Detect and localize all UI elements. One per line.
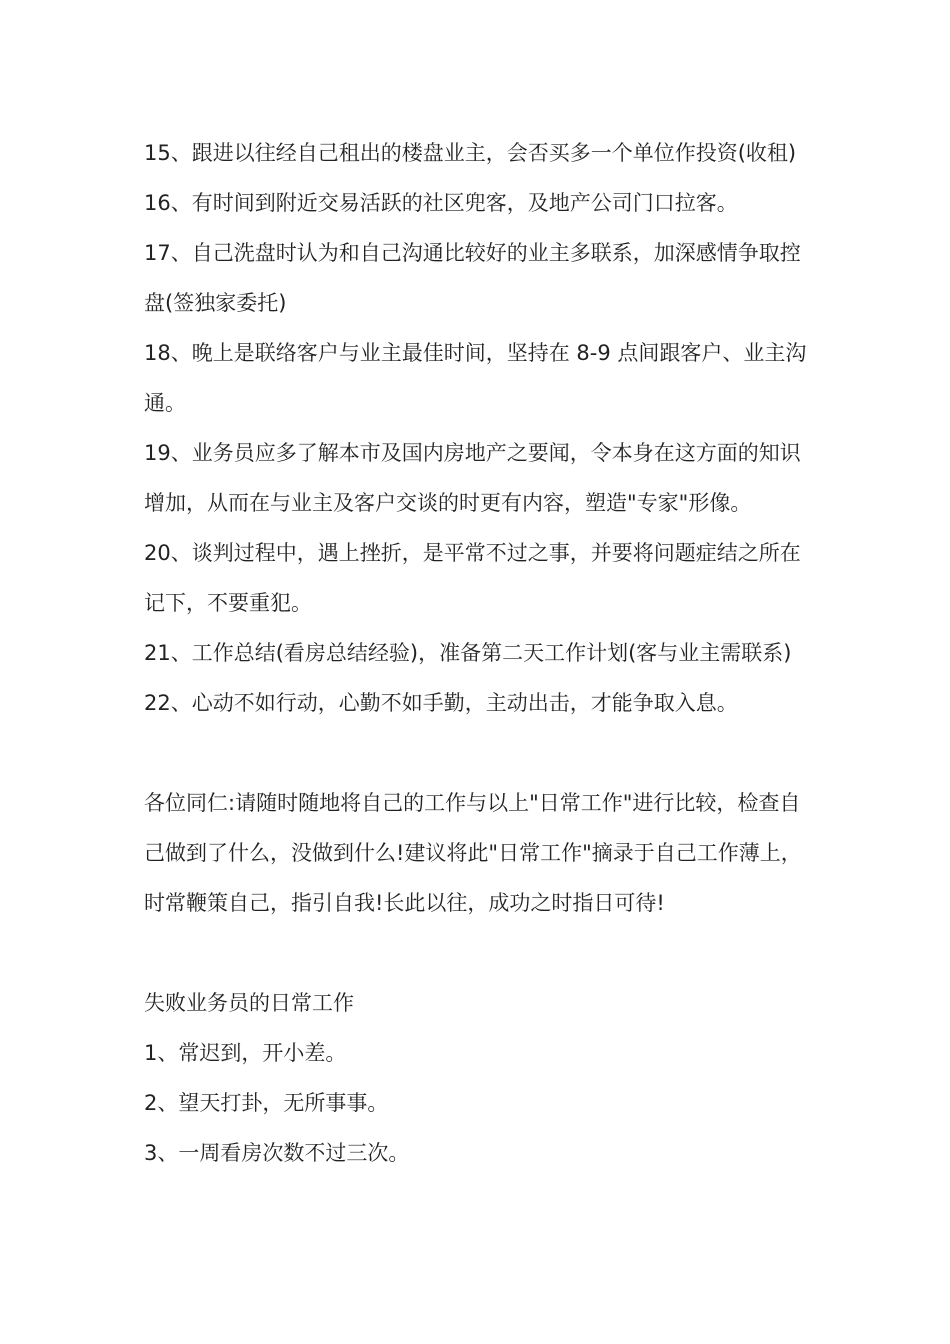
list-item: 15、跟进以往经自己租出的楼盘业主，会否买多一个单位作投资(收租) [144, 141, 797, 165]
list-item: 19、业务员应多了解本市及国内房地产之要闻，令本身在这方面的知识增加，从而在与业主及客户交谈的时更有内容，塑造"专家"形像。 [144, 441, 801, 515]
note-paragraph: 各位同仁:请随时随地将自己的工作与以上"日常工作"进行比较，检查自己做到了什么，没做到什么!建议将此"日常工作"摘录于自己工作薄上，时常鞭策自己，指引自我!长此以往，成功之时指日可待! [144, 791, 802, 915]
list-item: 18、晚上是联络客户与业主最佳时间，坚持在 8-9 点间跟客户、业主沟通。 [144, 341, 807, 415]
list-item: 2、望天打卦，无所事事。 [144, 1091, 389, 1115]
list-item: 20、谈判过程中，遇上挫折，是平常不过之事，并要将问题症结之所在记下，不要重犯。 [144, 541, 801, 615]
list-item: 1、常迟到，开小差。 [144, 1041, 347, 1065]
list-item: 21、工作总结(看房总结经验)，准备第二天工作计划(客与业主需联系) [144, 641, 792, 665]
document-body [144, 128, 810, 1178]
paragraph-spacer [144, 728, 810, 778]
section-title: 失败业务员的日常工作 [144, 991, 354, 1015]
list-item: 17、自己洗盘时认为和自己沟通比较好的业主多联系，加深感情争取控盘(签独家委托) [144, 241, 801, 315]
paragraph-spacer [144, 928, 810, 978]
list-item: 16、有时间到附近交易活跃的社区兜客，及地产公司门口拉客。 [144, 191, 738, 215]
list-item: 3、一周看房次数不过三次。 [144, 1141, 410, 1165]
list-item: 22、心动不如行动，心勤不如手勤，主动出击，才能争取入息。 [144, 691, 738, 715]
